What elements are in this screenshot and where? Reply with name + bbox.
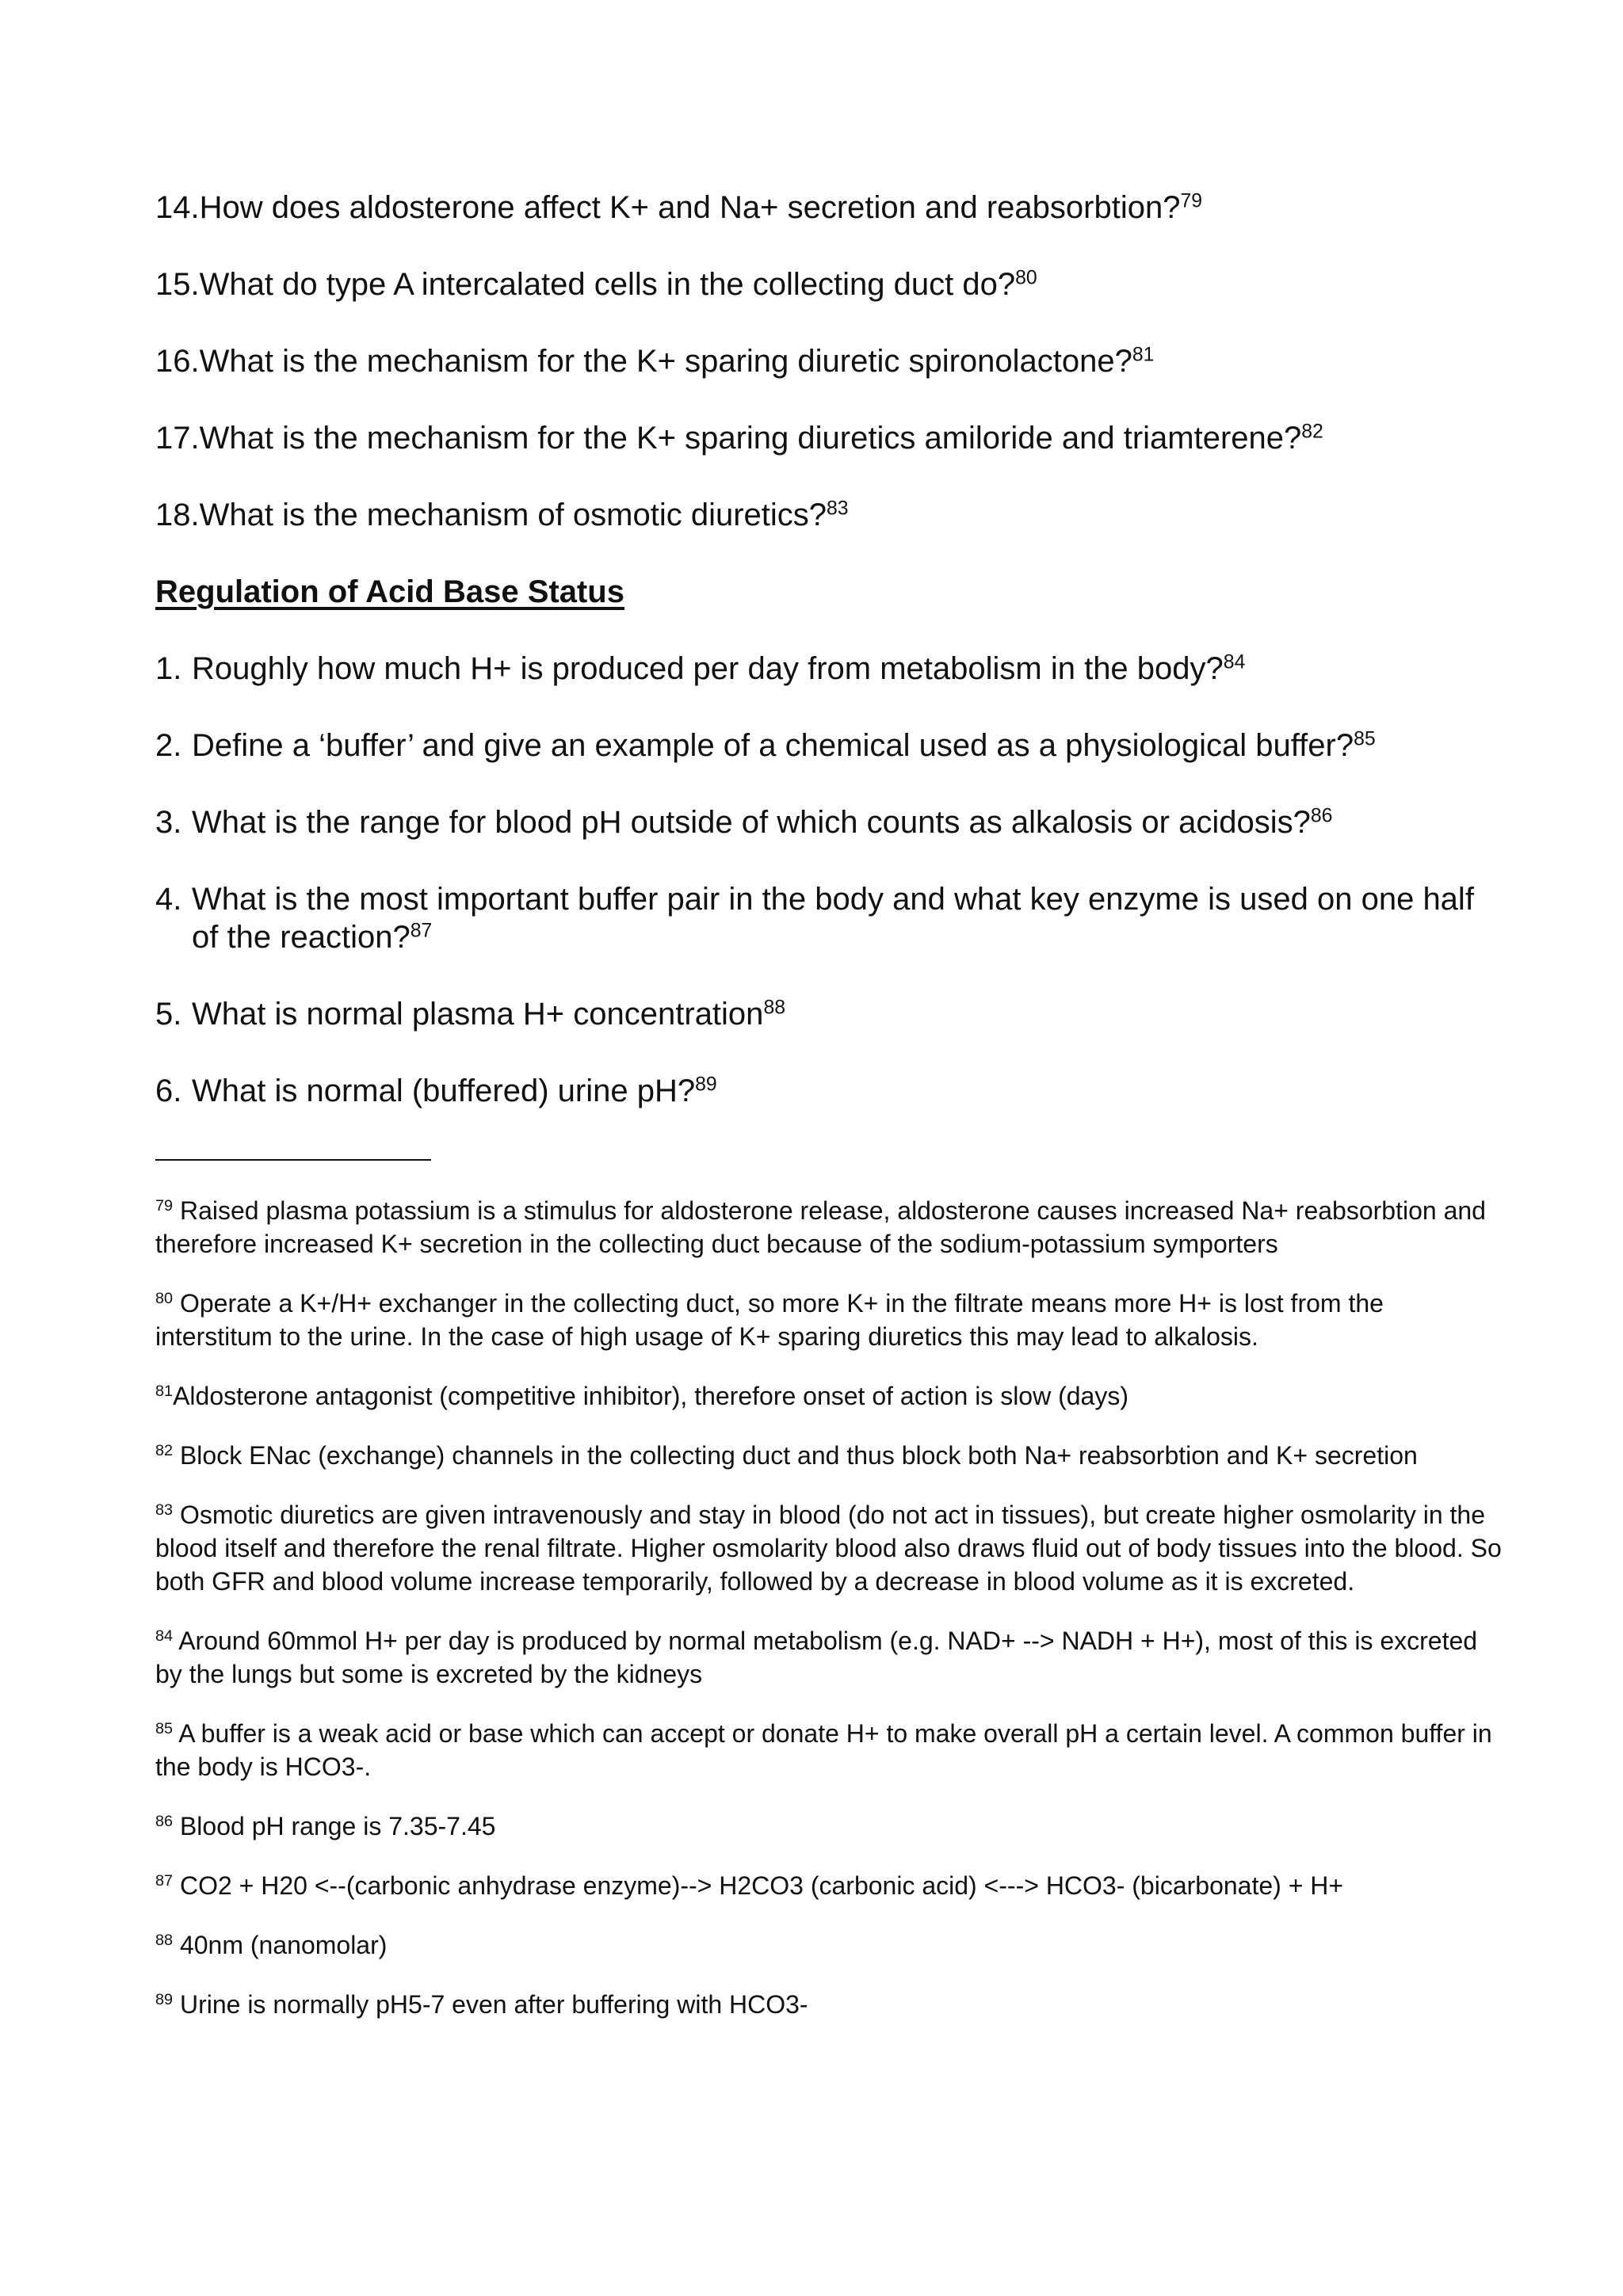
question-text: What is normal (buffered) urine pH?: [192, 1074, 696, 1108]
question-number: 2.: [155, 728, 182, 763]
question-text: What is the range for blood pH outside of which counts as alkalosis or acidosis?: [192, 805, 1311, 840]
footnote-number: 82: [155, 1442, 174, 1460]
footnote-ref-86[interactable]: 86: [1310, 805, 1333, 827]
footnote-separator: [155, 1159, 431, 1161]
acid-base-question-3: [155, 803, 1504, 841]
acid-base-question-5: [155, 995, 1504, 1033]
question-text: What is the mechanism for the K+ sparing diuretics amiloride and triamterene?: [199, 421, 1302, 456]
footnote-89: [155, 1988, 1503, 2021]
footnote-86: [155, 1810, 1503, 1843]
footnote-83: [155, 1498, 1503, 1598]
footnote-80: [155, 1287, 1503, 1353]
footnote-text: Block ENac (exchange) channels in the collecting duct and thus block both Na+ reabsorbtion and K+ secretion: [173, 1441, 1418, 1470]
footnote-number: 83: [155, 1501, 174, 1520]
footnote-ref-85[interactable]: 85: [1354, 728, 1376, 750]
footnote-84: [155, 1624, 1503, 1691]
question-17: [155, 419, 1504, 457]
footnote-number: 89: [155, 1991, 174, 2009]
footnote-ref-87[interactable]: 87: [410, 920, 433, 942]
footnote-text: Osmotic diuretics are given intravenously and stay in blood (do not act in tissues), but create higher osmolarity in the blood itself and therefore the renal filtrate. Higher osmolarity blood also draws fluid out of body tissues into the blood. So both GFR and blood volume increase temporarily, followed by a decrease in blood volume as it is excreted.: [155, 1501, 1502, 1596]
footnote-81: [155, 1379, 1503, 1413]
acid-base-question-4: [155, 880, 1504, 956]
footnote-text: Blood pH range is 7.35-7.45: [173, 1812, 496, 1840]
question-number: 5.: [155, 997, 182, 1032]
question-prefix: 16.: [155, 344, 200, 379]
question-14: [155, 189, 1504, 227]
question-number: 6.: [155, 1074, 182, 1108]
acid-base-question-6: [155, 1072, 1504, 1110]
question-number: 4.: [155, 882, 182, 917]
footnote-text: Around 60mmol H+ per day is produced by normal metabolism (e.g. NAD+ --> NADH + H+), most of this is excreted by the lungs but some is excreted by the kidneys: [155, 1627, 1478, 1688]
question-text: What is the most important buffer pair in the body and what key enzyme is used on one half of the reaction?: [192, 882, 1474, 955]
footnote-number: 81: [155, 1383, 174, 1401]
footnote-text: A buffer is a weak acid or base which can accept or donate H+ to make overall pH a certain level. A common buffer in the body is HCO3-.: [155, 1719, 1492, 1781]
footnote-text: 40nm (nanomolar): [173, 1931, 388, 1959]
question-15: [155, 265, 1504, 303]
footnote-88: [155, 1928, 1503, 1962]
footnote-text: Operate a K+/H+ exchanger in the collecting duct, so more K+ in the filtrate means more H+ is lost from the interstitum to the urine. In the case of high usage of K+ sparing diuretics this may lead to alkalosis.: [155, 1289, 1384, 1351]
footnote-ref-84[interactable]: 84: [1223, 651, 1246, 673]
question-text: How does aldosterone affect K+ and Na+ secretion and reabsorbtion?: [199, 190, 1181, 225]
question-number: 1.: [155, 651, 182, 686]
footnote-text: Urine is normally pH5-7 even after buffering with HCO3-: [173, 1990, 808, 2019]
footnote-ref-89[interactable]: 89: [695, 1074, 717, 1096]
footnote-ref-82[interactable]: 82: [1301, 421, 1323, 443]
question-prefix: 14.: [155, 190, 200, 225]
footnote-text: Raised plasma potassium is a stimulus for aldosterone release, aldosterone causes increased Na+ reabsorbtion and therefore increased K+ secretion in the collecting duct because of the sodium-potassium symporters: [155, 1196, 1486, 1258]
footnote-text: Aldosterone antagonist (competitive inhibitor), therefore onset of action is slow (days): [173, 1382, 1128, 1410]
question-text: Define a ‘buffer’ and give an example of a chemical used as a physiological buffer?: [192, 728, 1354, 763]
question-text: What is the mechanism for the K+ sparing diuretic spironolactone?: [199, 344, 1132, 379]
question-text: What is the mechanism of osmotic diuretics?: [199, 498, 827, 532]
question-text: Roughly how much H+ is produced per day from metabolism in the body?: [192, 651, 1224, 686]
question-18: [155, 496, 1504, 534]
footnote-79: [155, 1194, 1503, 1261]
footnote-ref-88[interactable]: 88: [763, 997, 786, 1019]
footnote-87: [155, 1869, 1503, 1902]
acid-base-question-1: [155, 650, 1504, 688]
footnote-number: 79: [155, 1197, 174, 1215]
footnote-text: CO2 + H20 <--(carbonic anhydrase enzyme)--> H2CO3 (carbonic acid) <---> HCO3- (bicarbonate) + H+: [173, 1871, 1344, 1900]
section-heading: Regulation of Acid Base Status: [155, 574, 624, 609]
footnote-82: [155, 1439, 1503, 1472]
footnote-number: 86: [155, 1813, 174, 1831]
question-number: 3.: [155, 805, 182, 840]
footnote-number: 88: [155, 1932, 174, 1950]
footnote-number: 80: [155, 1290, 174, 1308]
footnote-85: [155, 1717, 1503, 1783]
footnote-ref-83[interactable]: 83: [827, 498, 849, 520]
footnote-number: 85: [155, 1720, 174, 1738]
footnote-ref-80[interactable]: 80: [1015, 267, 1037, 289]
question-prefix: 15.: [155, 267, 200, 302]
question-16: [155, 342, 1504, 380]
acid-base-question-2: [155, 727, 1504, 765]
question-text: What is normal plasma H+ concentration: [192, 997, 764, 1032]
footnote-number: 84: [155, 1627, 174, 1646]
question-prefix: 17.: [155, 421, 200, 456]
footnote-number: 87: [155, 1872, 174, 1890]
footnote-ref-79[interactable]: 79: [1180, 190, 1203, 212]
question-text: What do type A intercalated cells in the collecting duct do?: [199, 267, 1016, 302]
question-prefix: 18.: [155, 498, 200, 532]
footnote-ref-81[interactable]: 81: [1132, 344, 1155, 366]
